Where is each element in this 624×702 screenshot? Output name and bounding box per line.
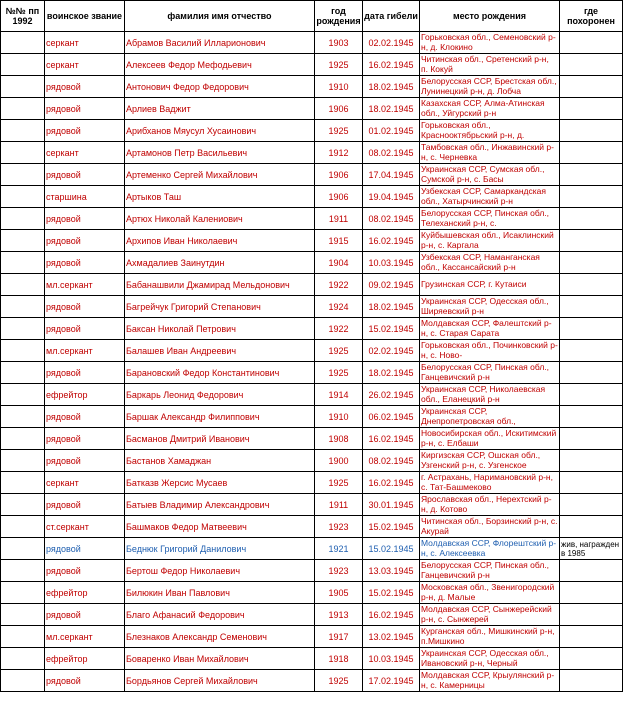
table-row xyxy=(1,54,623,76)
cell-note xyxy=(560,230,623,252)
cell-place: Читинская обл., Борзинский р-н, с. Акурай xyxy=(421,516,558,536)
cell-num xyxy=(1,626,45,648)
cell-rank: рядовой xyxy=(45,538,125,560)
cell-year: 1925 xyxy=(315,120,363,142)
cell-num xyxy=(1,296,45,318)
cell-date: 02.02.1945 xyxy=(363,32,420,54)
cell-name: Башмаков Федор Матвеевич xyxy=(125,516,315,538)
cell-year: 1905 xyxy=(315,582,363,604)
cell-date: 02.02.1945 xyxy=(363,340,420,362)
cell-note xyxy=(560,76,623,98)
cell-year: 1910 xyxy=(315,76,363,98)
cell-rank: рядовой xyxy=(45,76,125,98)
cell-note xyxy=(560,362,623,384)
cell-note xyxy=(560,186,623,208)
cell-rank: мл.серкант xyxy=(45,340,125,362)
cell-rank: ст.серкант xyxy=(45,516,125,538)
cell-num xyxy=(1,120,45,142)
cell-name: Бордьянов Сергей Михайлович xyxy=(125,670,315,692)
table-row xyxy=(1,406,623,428)
cell-rank: мл.серкант xyxy=(45,274,125,296)
cell-place: Читинская обл., Сретенский р-н, п. Кокуй xyxy=(420,54,560,76)
cell-note xyxy=(560,494,623,516)
cell-place: Молдавская ССР, Фалештский р-н, с. Старая Сарата xyxy=(420,318,560,340)
cell-rank: рядовой xyxy=(45,560,125,582)
cell-place: Украинская ССР, Сумская обл., Сумской р-н, с. Басы xyxy=(420,164,560,186)
cell-num xyxy=(1,450,45,472)
cell-rank: серкант xyxy=(45,32,125,54)
table-row xyxy=(1,626,623,648)
cell-year: 1925 xyxy=(315,670,363,692)
cell-note xyxy=(560,98,623,120)
cell-place: Украинская ССР, Днепропетровская обл., xyxy=(420,406,560,428)
cell-note xyxy=(560,406,623,428)
cell-note xyxy=(560,318,623,340)
cell-place: Новосибирская обл., Искитимский р-н, с. Елбаши xyxy=(420,428,560,450)
cell-name: Бертош Федор Николаевич xyxy=(125,560,315,582)
cell-name: Артюх Николай Калениович xyxy=(125,208,315,230)
cell-place: Киргизская ССР, Ошская обл., Узгенский р-н, с. Узгенское xyxy=(420,450,560,472)
cell-date: 16.02.1945 xyxy=(363,230,420,252)
cell-rank: серкант xyxy=(45,142,125,164)
cell-year: 1914 xyxy=(315,384,363,406)
cell-name: Багрейчук Григорий Степанович xyxy=(125,296,315,318)
cell-year: 1908 xyxy=(315,428,363,450)
cell-note xyxy=(560,648,623,670)
cell-rank: рядовой xyxy=(45,428,125,450)
table-row xyxy=(1,274,623,296)
table-row xyxy=(1,670,623,692)
cell-place: Молдавская ССР, Сынжерейский р-н, с. Сынжерей xyxy=(420,604,560,626)
cell-note xyxy=(560,516,623,538)
cell-rank: ефрейтор xyxy=(45,384,125,406)
header-num: №№ пп 1992 xyxy=(1,1,45,32)
cell-num xyxy=(1,98,45,120)
cell-note xyxy=(560,604,623,626)
table-body xyxy=(1,32,623,692)
cell-num xyxy=(1,208,45,230)
cell-name: Бабанашвили Джамирад Мельдонович xyxy=(125,274,315,296)
cell-date: 16.02.1945 xyxy=(363,428,420,450)
cell-num xyxy=(1,318,45,340)
cell-place: Молдавская ССР, Флорештский р-н, с. Алексеевка xyxy=(420,538,560,560)
cell-date: 13.03.1945 xyxy=(363,560,420,582)
table-row xyxy=(1,340,623,362)
header-rank: воинское звание xyxy=(45,1,125,32)
cell-place: Московская обл., Звенигородский р-н, д. Малые xyxy=(420,582,560,604)
cell-num xyxy=(1,538,45,560)
table-row xyxy=(1,648,623,670)
table-row xyxy=(1,450,623,472)
cell-date: 16.02.1945 xyxy=(363,54,420,76)
cell-name: Билюкин Иван Павлович xyxy=(125,582,315,604)
cell-note: жив, награжден в 1985 xyxy=(560,538,623,560)
cell-note xyxy=(560,384,623,406)
cell-year: 1923 xyxy=(315,560,363,582)
cell-note xyxy=(560,626,623,648)
cell-place: Тамбовская обл., Инжавинский р-н, с. Черневка xyxy=(420,142,560,164)
cell-year: 1925 xyxy=(315,54,363,76)
cell-place: Белорусская ССР, Пинская обл., Ганцевичский р-н xyxy=(420,560,560,582)
cell-num xyxy=(1,362,45,384)
cell-note xyxy=(560,208,623,230)
cell-name: Алексеев Федор Мефодьевич xyxy=(125,54,315,76)
cell-year: 1900 xyxy=(315,450,363,472)
table-row xyxy=(1,98,623,120)
table-row xyxy=(1,252,623,274)
header-name: фамилия имя отчество xyxy=(125,1,315,32)
cell-year: 1912 xyxy=(315,142,363,164)
cell-name: Барановский Федор Константинович xyxy=(125,362,315,384)
table-row xyxy=(1,582,623,604)
cell-name: Артыков Таш xyxy=(125,186,315,208)
cell-rank: рядовой xyxy=(45,296,125,318)
table-row xyxy=(1,560,623,582)
cell-date: 19.04.1945 xyxy=(363,186,420,208)
cell-year: 1904 xyxy=(315,252,363,274)
table-row xyxy=(1,208,623,230)
cell-rank: рядовой xyxy=(45,494,125,516)
cell-date: 15.02.1945 xyxy=(363,582,420,604)
cell-note xyxy=(560,296,623,318)
cell-num xyxy=(1,142,45,164)
cell-rank: рядовой xyxy=(45,362,125,384)
cell-rank: рядовой xyxy=(45,450,125,472)
cell-note xyxy=(560,560,623,582)
cell-rank: серкант xyxy=(45,472,125,494)
header-row xyxy=(1,1,623,32)
cell-date: 08.02.1945 xyxy=(363,208,420,230)
cell-name: Архипов Иван Николаевич xyxy=(125,230,315,252)
cell-date: 30.01.1945 xyxy=(363,494,420,516)
cell-name: Благо Афанасий Федорович xyxy=(125,604,315,626)
cell-place: Украинская ССР, Николаевская обл., Еланецкий р-н xyxy=(420,384,560,406)
table-row xyxy=(1,516,623,538)
cell-note xyxy=(560,142,623,164)
cell-place: Белорусская ССР, Брестская обл., Лунинецкий р-н, д. Лобча xyxy=(420,76,560,98)
cell-name: Баркарь Леонид Федорович xyxy=(125,384,315,406)
table-row xyxy=(1,362,623,384)
cell-year: 1921 xyxy=(315,538,363,560)
cell-place: Ярославская обл., Нерехтский р-н, д. Котово xyxy=(420,494,560,516)
table-row xyxy=(1,318,623,340)
cell-place: Горьковская обл., Краснооктябрьский р-н, д. xyxy=(420,120,560,142)
cell-place: Узбекская ССР, Наманганская обл., Кассансайский р-н xyxy=(420,252,560,274)
cell-place: Курганская обл., Мишкинский р-н, п.Мишкино xyxy=(420,626,560,648)
cell-rank: старшина xyxy=(45,186,125,208)
cell-year: 1925 xyxy=(315,362,363,384)
cell-rank: рядовой xyxy=(45,98,125,120)
cell-note xyxy=(560,450,623,472)
table-row xyxy=(1,472,623,494)
cell-place: Казахская ССР, Алма-Атинская обл., Уйгурский р-н xyxy=(420,98,560,120)
cell-rank: серкант xyxy=(45,54,125,76)
cell-name: Басманов Дмитрий Иванович xyxy=(125,428,315,450)
cell-date: 18.02.1945 xyxy=(363,362,420,384)
cell-date: 06.02.1945 xyxy=(363,406,420,428)
cell-date: 16.02.1945 xyxy=(363,604,420,626)
cell-year: 1906 xyxy=(315,164,363,186)
cell-year: 1906 xyxy=(315,98,363,120)
cell-note xyxy=(560,582,623,604)
header-place: место рождения xyxy=(420,1,560,32)
cell-name: Арибханов Мяусул Хусаинович xyxy=(125,120,315,142)
cell-num xyxy=(1,406,45,428)
table-row xyxy=(1,604,623,626)
table-row xyxy=(1,142,623,164)
cell-num xyxy=(1,648,45,670)
cell-note xyxy=(560,164,623,186)
cell-num xyxy=(1,340,45,362)
cell-num xyxy=(1,252,45,274)
cell-year: 1915 xyxy=(315,230,363,252)
cell-year: 1924 xyxy=(315,296,363,318)
cell-year: 1922 xyxy=(315,318,363,340)
cell-num xyxy=(1,54,45,76)
cell-place: Горьковская обл., Семеновский р-н, д. Клокино xyxy=(420,32,560,54)
cell-num xyxy=(1,516,45,538)
cell-name: Абрамов Василий Илларионович xyxy=(125,32,315,54)
cell-rank: ефрейтор xyxy=(45,582,125,604)
cell-name: Баршак Александр Филиппович xyxy=(125,406,315,428)
cell-note xyxy=(560,428,623,450)
cell-num xyxy=(1,560,45,582)
cell-date: 17.04.1945 xyxy=(363,164,420,186)
cell-num xyxy=(1,582,45,604)
table-row xyxy=(1,186,623,208)
cell-date: 18.02.1945 xyxy=(363,296,420,318)
cell-date: 15.02.1945 xyxy=(363,538,420,560)
cell-num xyxy=(1,76,45,98)
cell-year: 1903 xyxy=(315,32,363,54)
cell-note xyxy=(560,274,623,296)
cell-name: Артеменко Сергей Михайлович xyxy=(125,164,315,186)
cell-rank: рядовой xyxy=(45,318,125,340)
table-row xyxy=(1,494,623,516)
cell-date: 18.02.1945 xyxy=(363,76,420,98)
cell-date: 15.02.1945 xyxy=(363,516,420,538)
cell-name: Ахмадалиев Заинутдин xyxy=(125,252,315,274)
cell-num xyxy=(1,384,45,406)
table-row xyxy=(1,32,623,54)
cell-year: 1923 xyxy=(315,516,363,538)
cell-num xyxy=(1,32,45,54)
cell-rank: рядовой xyxy=(45,230,125,252)
cell-year: 1925 xyxy=(315,340,363,362)
cell-date: 09.02.1945 xyxy=(363,274,420,296)
cell-note xyxy=(560,120,623,142)
cell-rank: рядовой xyxy=(45,252,125,274)
cell-date: 01.02.1945 xyxy=(363,120,420,142)
cell-name: Артамонов Петр Васильевич xyxy=(125,142,315,164)
header-date: дата гибели xyxy=(363,1,420,32)
cell-num xyxy=(1,494,45,516)
table-row xyxy=(1,384,623,406)
cell-date: 16.02.1945 xyxy=(363,472,420,494)
cell-rank: рядовой xyxy=(45,406,125,428)
cell-rank: рядовой xyxy=(45,604,125,626)
cell-place: Белорусская ССР, Пинская обл., Телеханский р-н, с. xyxy=(420,208,560,230)
cell-name: Бастанов Хамаджан xyxy=(125,450,315,472)
cell-place: Украинская ССР, Одесская обл., Ивановский р-н, Черный xyxy=(420,648,560,670)
cell-num xyxy=(1,274,45,296)
cell-date: 17.02.1945 xyxy=(363,670,420,692)
cell-note xyxy=(560,32,623,54)
cell-year: 1911 xyxy=(315,208,363,230)
cell-num xyxy=(1,186,45,208)
cell-place: г. Астрахань, Наримановский р-н, с. Тат-Башмеково xyxy=(420,472,560,494)
cell-note xyxy=(560,340,623,362)
cell-name: Антонович Федор Федорович xyxy=(125,76,315,98)
cell-note xyxy=(560,54,623,76)
header-year: год рождения xyxy=(315,1,363,32)
cell-name: Блезнаков Александр Семенович xyxy=(125,626,315,648)
cell-place: Горьковская обл., Починковский р-н, с. Ново- xyxy=(421,340,558,360)
cell-note xyxy=(560,472,623,494)
cell-year: 1918 xyxy=(315,648,363,670)
cell-date: 26.02.1945 xyxy=(363,384,420,406)
cell-date: 10.03.1945 xyxy=(363,252,420,274)
cell-year: 1922 xyxy=(315,274,363,296)
cell-name: Батказв Жерсис Мусаев xyxy=(125,472,315,494)
cell-rank: рядовой xyxy=(45,670,125,692)
cell-year: 1906 xyxy=(315,186,363,208)
table-row xyxy=(1,230,623,252)
cell-num xyxy=(1,428,45,450)
cell-place: Грузинская ССР, г. Кутаиси xyxy=(420,274,560,296)
cell-year: 1910 xyxy=(315,406,363,428)
cell-num xyxy=(1,604,45,626)
cell-name: Беднюк Григорий Данилович xyxy=(125,538,315,560)
cell-year: 1925 xyxy=(315,472,363,494)
cell-num xyxy=(1,670,45,692)
cell-note xyxy=(560,252,623,274)
cell-date: 15.02.1945 xyxy=(363,318,420,340)
table-row xyxy=(1,296,623,318)
cell-name: Баксан Николай Петрович xyxy=(125,318,315,340)
cell-date: 08.02.1945 xyxy=(363,142,420,164)
table-row xyxy=(1,120,623,142)
cell-name: Балашев Иван Андреевич xyxy=(125,340,315,362)
cell-date: 18.02.1945 xyxy=(363,98,420,120)
cell-year: 1917 xyxy=(315,626,363,648)
cell-num xyxy=(1,472,45,494)
cell-year: 1911 xyxy=(315,494,363,516)
cell-year: 1913 xyxy=(315,604,363,626)
cell-place: Белорусская ССР, Пинская обл., Ганцевичский р-н xyxy=(420,362,560,384)
cell-num xyxy=(1,164,45,186)
cell-note xyxy=(560,670,623,692)
table-row xyxy=(1,428,623,450)
table-row xyxy=(1,76,623,98)
cell-num xyxy=(1,230,45,252)
table-row xyxy=(1,164,623,186)
cell-rank: мл.серкант xyxy=(45,626,125,648)
cell-date: 10.03.1945 xyxy=(363,648,420,670)
cell-name: Батыев Владимир Александрович xyxy=(125,494,315,516)
cell-rank: рядовой xyxy=(45,164,125,186)
header-burial: где похоронен xyxy=(560,1,623,32)
cell-rank: рядовой xyxy=(45,120,125,142)
cell-place: Молдавская ССР, Крыулянский р-н, с. Камерницы xyxy=(420,670,560,692)
cell-rank: ефрейтор xyxy=(45,648,125,670)
cell-rank: рядовой xyxy=(45,208,125,230)
cell-date: 08.02.1945 xyxy=(363,450,420,472)
cell-name: Арлиев Ваджит xyxy=(125,98,315,120)
table-row xyxy=(1,538,623,560)
cell-name: Боваренко Иван Михайлович xyxy=(125,648,315,670)
cell-place: Украинская ССР, Одесская обл., Ширяевский р-н xyxy=(420,296,560,318)
cell-place: Куйбышевская обл., Исаклинский р-н, с. Каргала xyxy=(420,230,560,252)
cell-place: Узбекская ССР, Самаркандская обл., Хатырчинский р-н xyxy=(420,186,560,208)
cell-date: 13.02.1945 xyxy=(363,626,420,648)
